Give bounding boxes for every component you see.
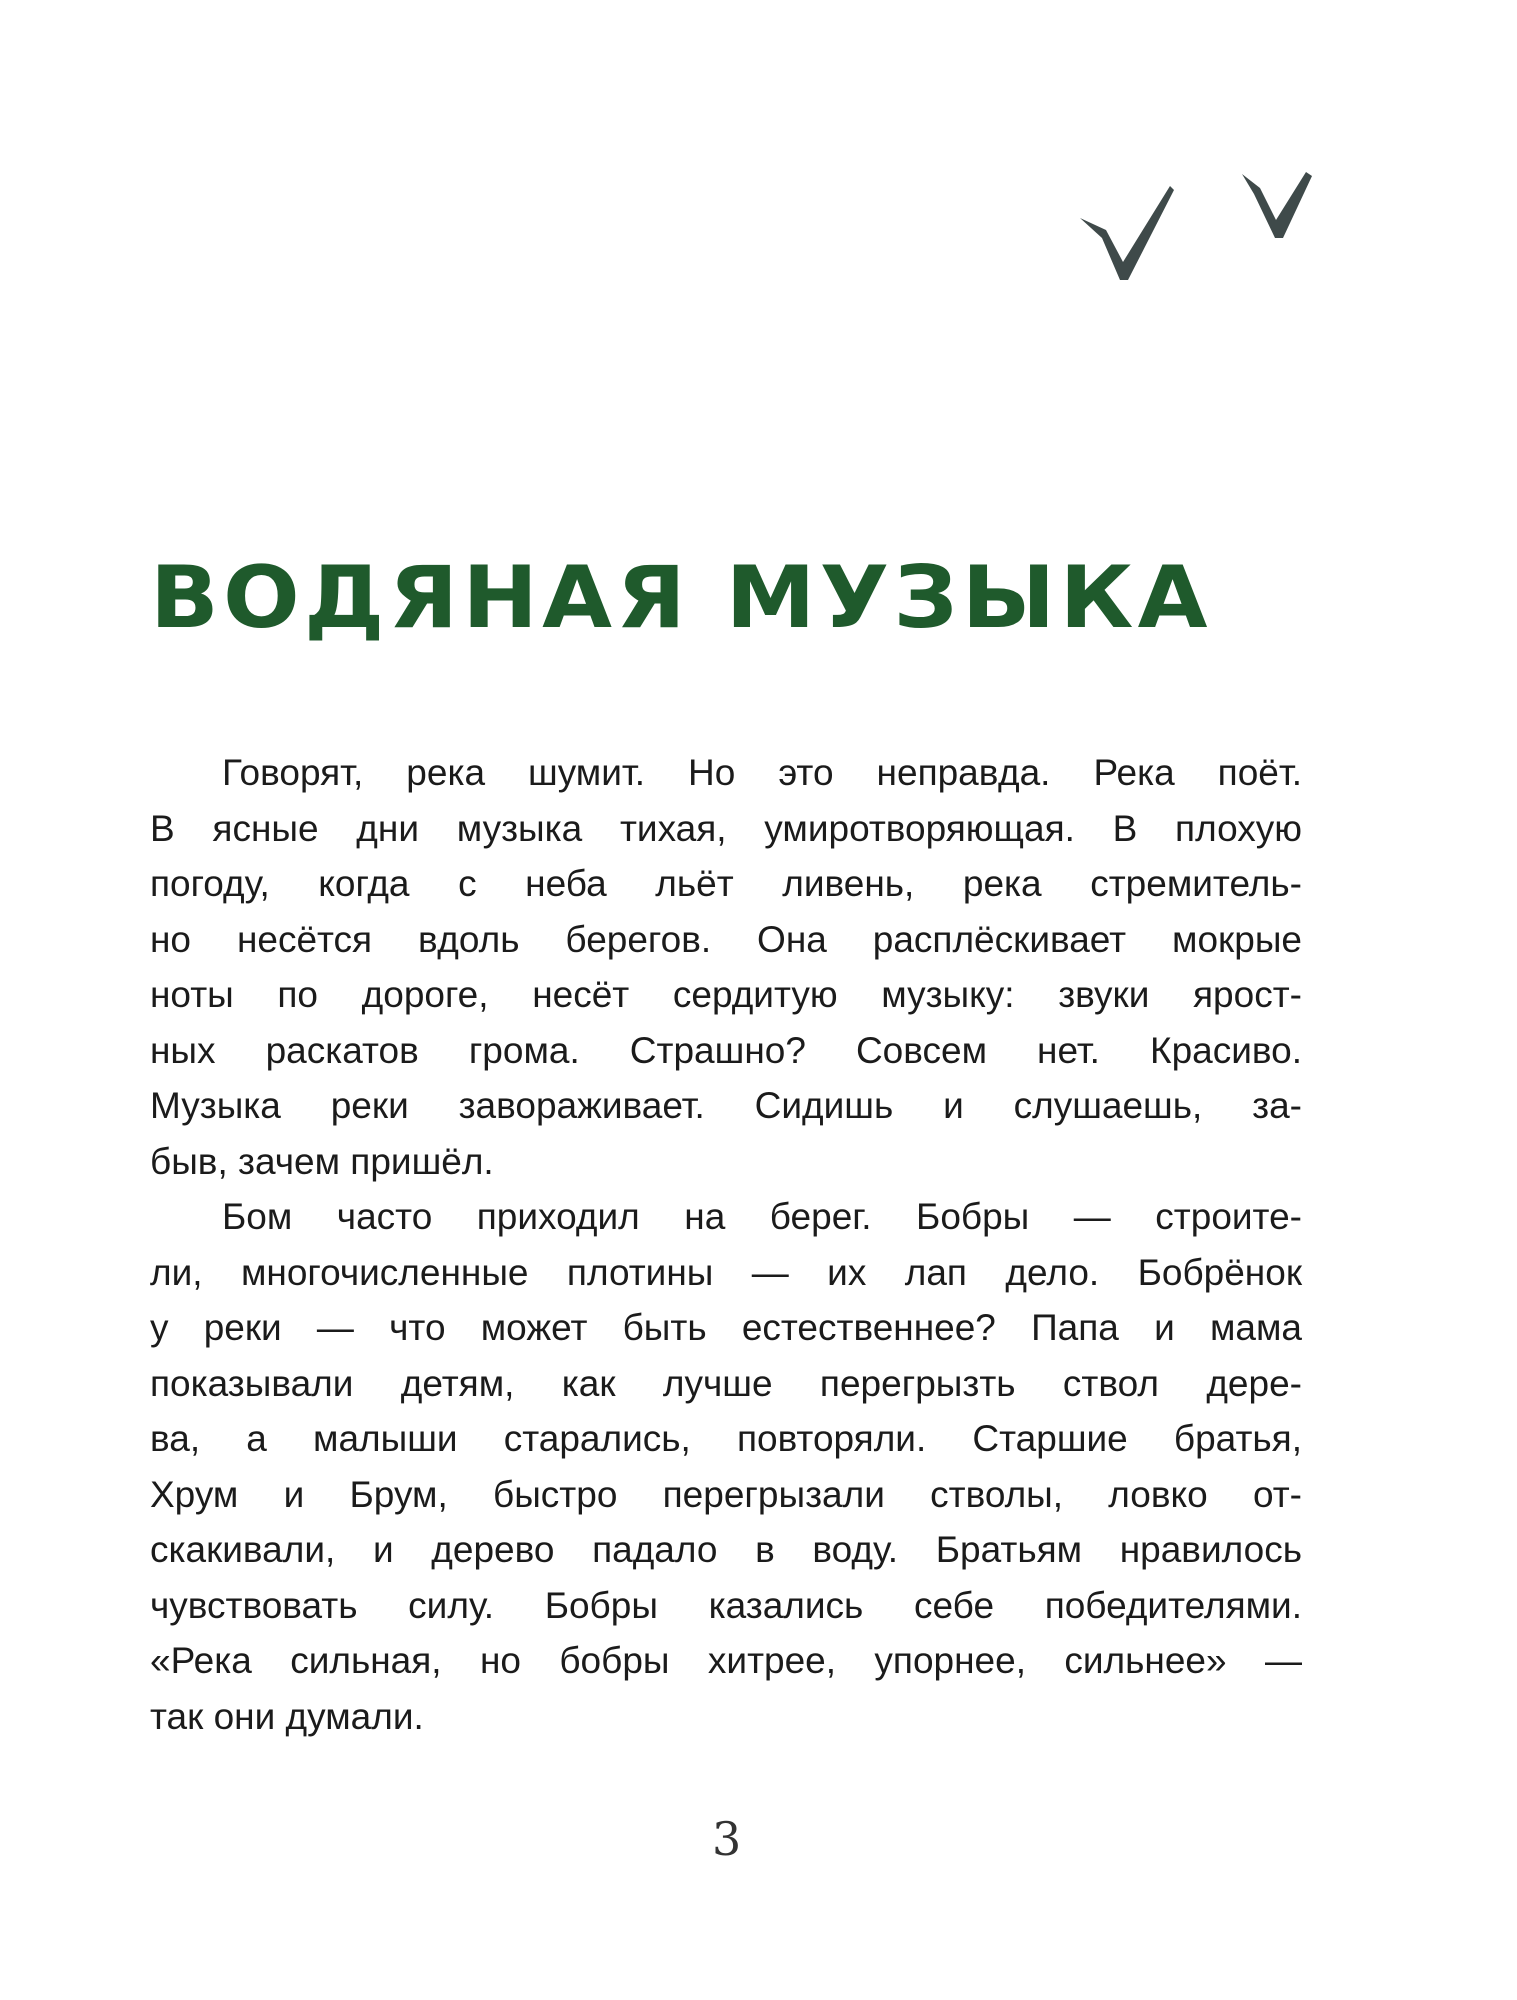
body-text xyxy=(150,745,1302,1744)
text-line: «Река сильная, но бобры хитрее, упорнее, сильнее» — xyxy=(150,1640,1302,1681)
text-line: ноты по дороге, несёт сердитую музыку: звуки ярост- xyxy=(150,974,1302,1015)
birds-icon xyxy=(1080,160,1340,290)
text-line: но несётся вдоль берегов. Она расплёскивает мокрые xyxy=(150,918,1302,960)
text-line: погоду, когда с неба льёт ливень, река стремитель- xyxy=(150,863,1302,904)
chapter-title: ВОДЯНАЯ МУЗЫКА xyxy=(150,548,1212,648)
page-number: 3 xyxy=(712,1812,742,1866)
text-line: чувствовать силу. Бобры казались себе победителями. xyxy=(150,1584,1302,1626)
text-line: скакивали, и дерево падало в воду. Братьям нравилось xyxy=(150,1529,1302,1570)
bird-right-icon xyxy=(1242,172,1312,238)
text-line: Бом часто приходил на берег. Бобры — строите- xyxy=(222,1196,1302,1237)
text-line: показывали детям, как лучше перегрызть ствол дере- xyxy=(150,1362,1302,1404)
text-line: Хрум и Брум, быстро перегрызали стволы, ловко от- xyxy=(150,1473,1302,1515)
text-line: В ясные дни музыка тихая, умиротворяющая. В плохую xyxy=(150,807,1302,849)
text-line: у реки — что может быть естественнее? Папа и мама xyxy=(150,1307,1302,1348)
text-line: быв, зачем пришёл. xyxy=(150,1140,494,1182)
text-line: Говорят, река шумит. Но это неправда. Река поёт. xyxy=(222,752,1302,793)
text-line: ных раскатов грома. Страшно? Совсем нет. Красиво. xyxy=(150,1029,1302,1071)
bird-left-icon xyxy=(1080,186,1174,280)
text-line: так они думали. xyxy=(150,1695,424,1737)
text-line: Музыка реки завораживает. Сидишь и слушаешь, за- xyxy=(150,1085,1302,1126)
text-line: ли, многочисленные плотины — их лап дело. Бобрёнок xyxy=(150,1251,1302,1293)
text-line: ва, а малыши старались, повторяли. Старшие братья, xyxy=(150,1418,1302,1459)
